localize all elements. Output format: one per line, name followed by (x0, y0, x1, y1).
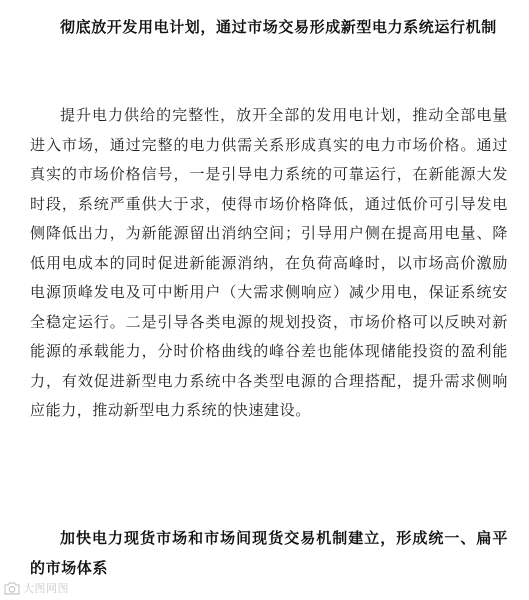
body-paragraph: 提升电力供给的完整性，放开全部的发用电计划，推动全部电量进入市场，通过完整的电力供需关系形成真实的电力市场价格。通过真实的市场价格信号，一是引导电力系统的可靠运行，在新能源大发时段，系统严重供大于求，使得市场价格降低，通过低价可引导发电侧降低出力，为新能源留出消纳空间；引导用户侧在提高用电量、降低用电成本的同时促进新能源消纳，在负荷高峰时，以市场高价激励电源顶峰发电及可中断用户（大需求侧响应）减少用电，保证系统安全稳定运行。二是引导各类电源的规划投资，市场价格可以反映对新能源的承载能力，分时价格曲线的峰谷差也能体现储能投资的盈利能力，有效促进新型电力系统中各类型电源的合理搭配，提升需求侧响应能力，推动新型电力系统的快速建设。 (30, 106, 508, 419)
section-heading: 彻底放开发用电计划，通过市场交易形成新型电力系统运行机制 (60, 18, 497, 36)
section-heading-2: 加快电力现货市场和市场间现货交易机制建立，形成统一、扁平的市场体系 (30, 529, 508, 577)
watermark (4, 580, 69, 596)
camera-icon (4, 581, 20, 595)
watermark-text: 大图网图 (23, 582, 69, 595)
